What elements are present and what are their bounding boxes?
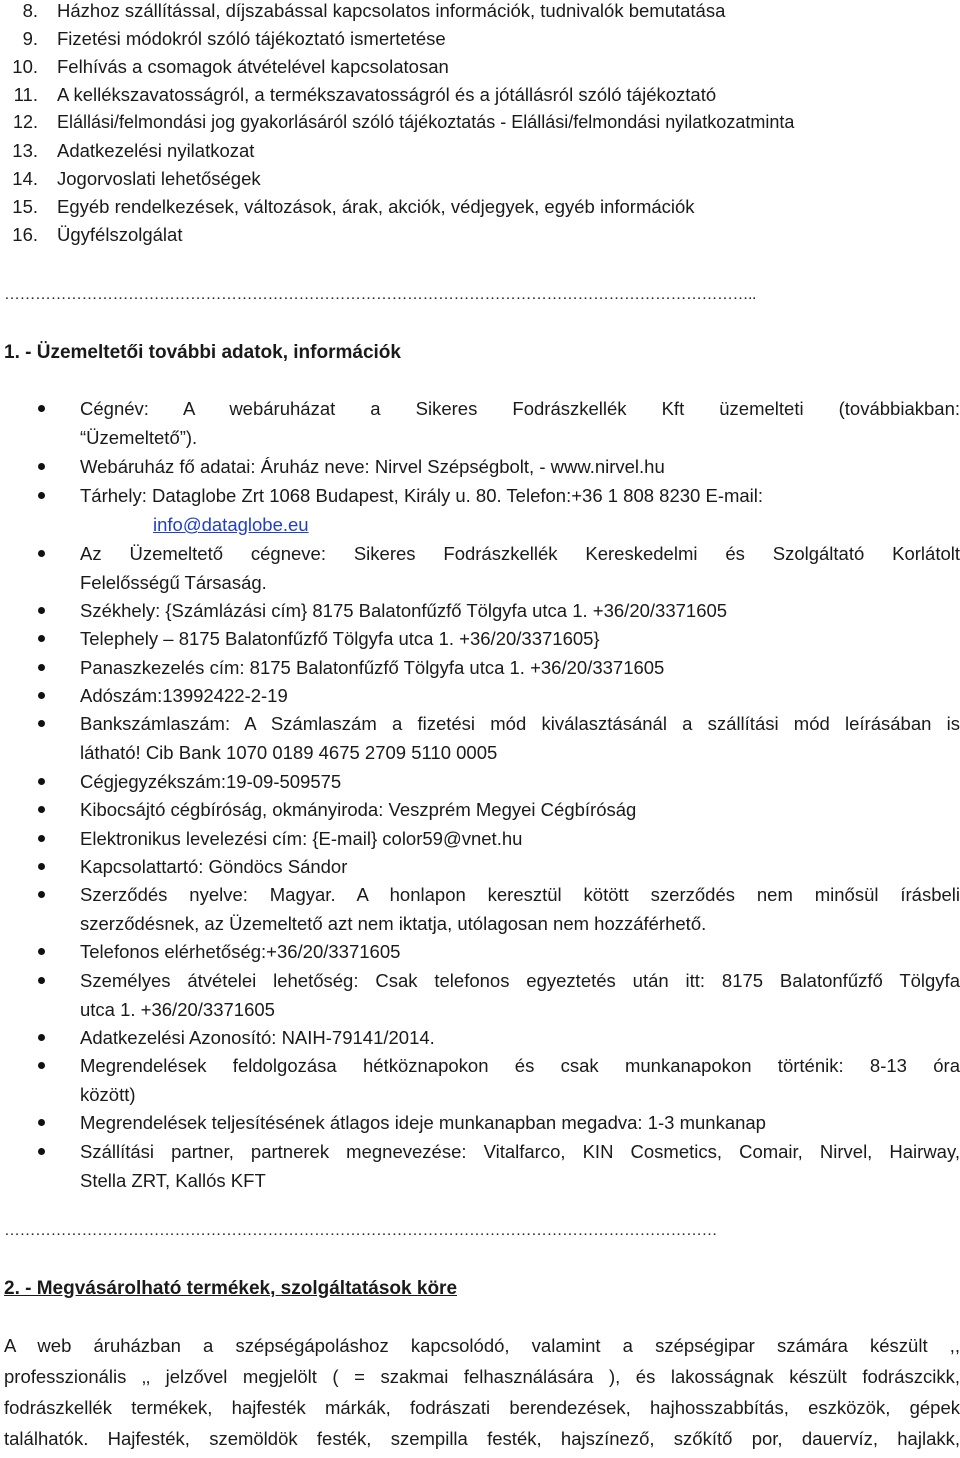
toc-text: Egyéb rendelkezések, változások, árak, akciók, védjegyek, egyéb információk <box>57 196 695 217</box>
toc-text: Fizetési módokról szóló tájékoztató ismertetése <box>57 28 446 49</box>
toc-text: Adatkezelési nyilatkozat <box>57 140 255 161</box>
bullet-icon <box>38 891 45 898</box>
toc-text: Felhívás a csomagok átvételével kapcsolatosan <box>57 56 449 77</box>
bullet-icon <box>38 835 45 842</box>
toc-item <box>0 140 254 162</box>
toc-item <box>0 84 716 106</box>
toc-number: 14. <box>12 168 38 189</box>
bullet-icon <box>38 405 45 412</box>
toc-number: 10. <box>12 56 38 77</box>
bullet-icon <box>38 863 45 870</box>
bullet-icon <box>38 463 45 470</box>
toc-text: Házhoz szállítással, díjszabással kapcsolatos információk, tudnivalók bemutatása <box>57 0 726 21</box>
toc-text: A kellékszavatosságról, a termékszavatosságról és a jótállásról szóló tájékoztató <box>57 84 717 105</box>
bullet-icon <box>38 806 45 813</box>
toc-item <box>0 224 182 246</box>
bullet-icon <box>38 1119 45 1126</box>
bullet-icon <box>38 550 45 557</box>
toc-number: 8. <box>22 0 38 21</box>
bullet-icon <box>38 692 45 699</box>
section-1-heading: 1. - Üzemeltetői további adatok, információk <box>4 342 401 363</box>
toc-text: Jogorvoslati lehetőségek <box>57 168 261 189</box>
toc-text: Elállási/felmondási jog gyakorlásáról szóló tájékoztatás - Elállási/felmondási nyilatkozatminta <box>57 112 795 132</box>
toc-text: Ügyfélszolgálat <box>57 224 183 245</box>
bullet-icon <box>38 720 45 727</box>
toc-number: 13. <box>12 140 38 161</box>
toc-item <box>0 112 794 133</box>
email-link[interactable]: info@dataglobe.eu <box>153 514 309 535</box>
bullet-icon <box>38 607 45 614</box>
bullet-icon <box>38 635 45 642</box>
toc-item <box>0 56 449 78</box>
toc-item <box>0 168 261 190</box>
toc-number: 15. <box>12 196 38 217</box>
toc-item <box>0 28 446 50</box>
section-2-paragraph: A web áruházban a szépségápoláshoz kapcsolódó, valamint a szépségipar számára készült ,, professzionális ‚‚ jelzővel megjelölt ( = szakmai felhasználására ), és lakosságnak készült fodrászcikk, fodrászkellék termékek, hajfesték márkák, fodrászati berendezések, hajhosszabbítás, eszközök, gépek találhatók. Hajfesték, szemöldök festék, szempilla festék, hajszínező, szőkítő por, dauervíz, hajlakk, <box>4 1335 960 1449</box>
section-2-heading: 2. - Megvásárolható termékek, szolgáltatások köre <box>4 1278 458 1299</box>
bullet-icon <box>38 1148 45 1155</box>
bullet-icon <box>38 948 45 955</box>
toc-item <box>0 196 695 218</box>
dotted-separator: ………………………………………………………………………………………………………………………… <box>4 1222 717 1239</box>
bullet-icon <box>38 492 45 499</box>
bullet-icon <box>38 664 45 671</box>
dotted-separator: ……………………………………………………………………………………………………………………………….. <box>4 286 756 303</box>
bullet-icon <box>38 977 45 984</box>
toc-number: 11. <box>13 84 38 105</box>
toc-number: 12. <box>12 112 38 132</box>
toc-number: 16. <box>12 224 38 245</box>
toc-item <box>0 0 725 22</box>
bullet-icon <box>38 1062 45 1069</box>
bullet-icon <box>38 1034 45 1041</box>
bullet-icon <box>38 778 45 785</box>
toc-number: 9. <box>22 28 38 49</box>
